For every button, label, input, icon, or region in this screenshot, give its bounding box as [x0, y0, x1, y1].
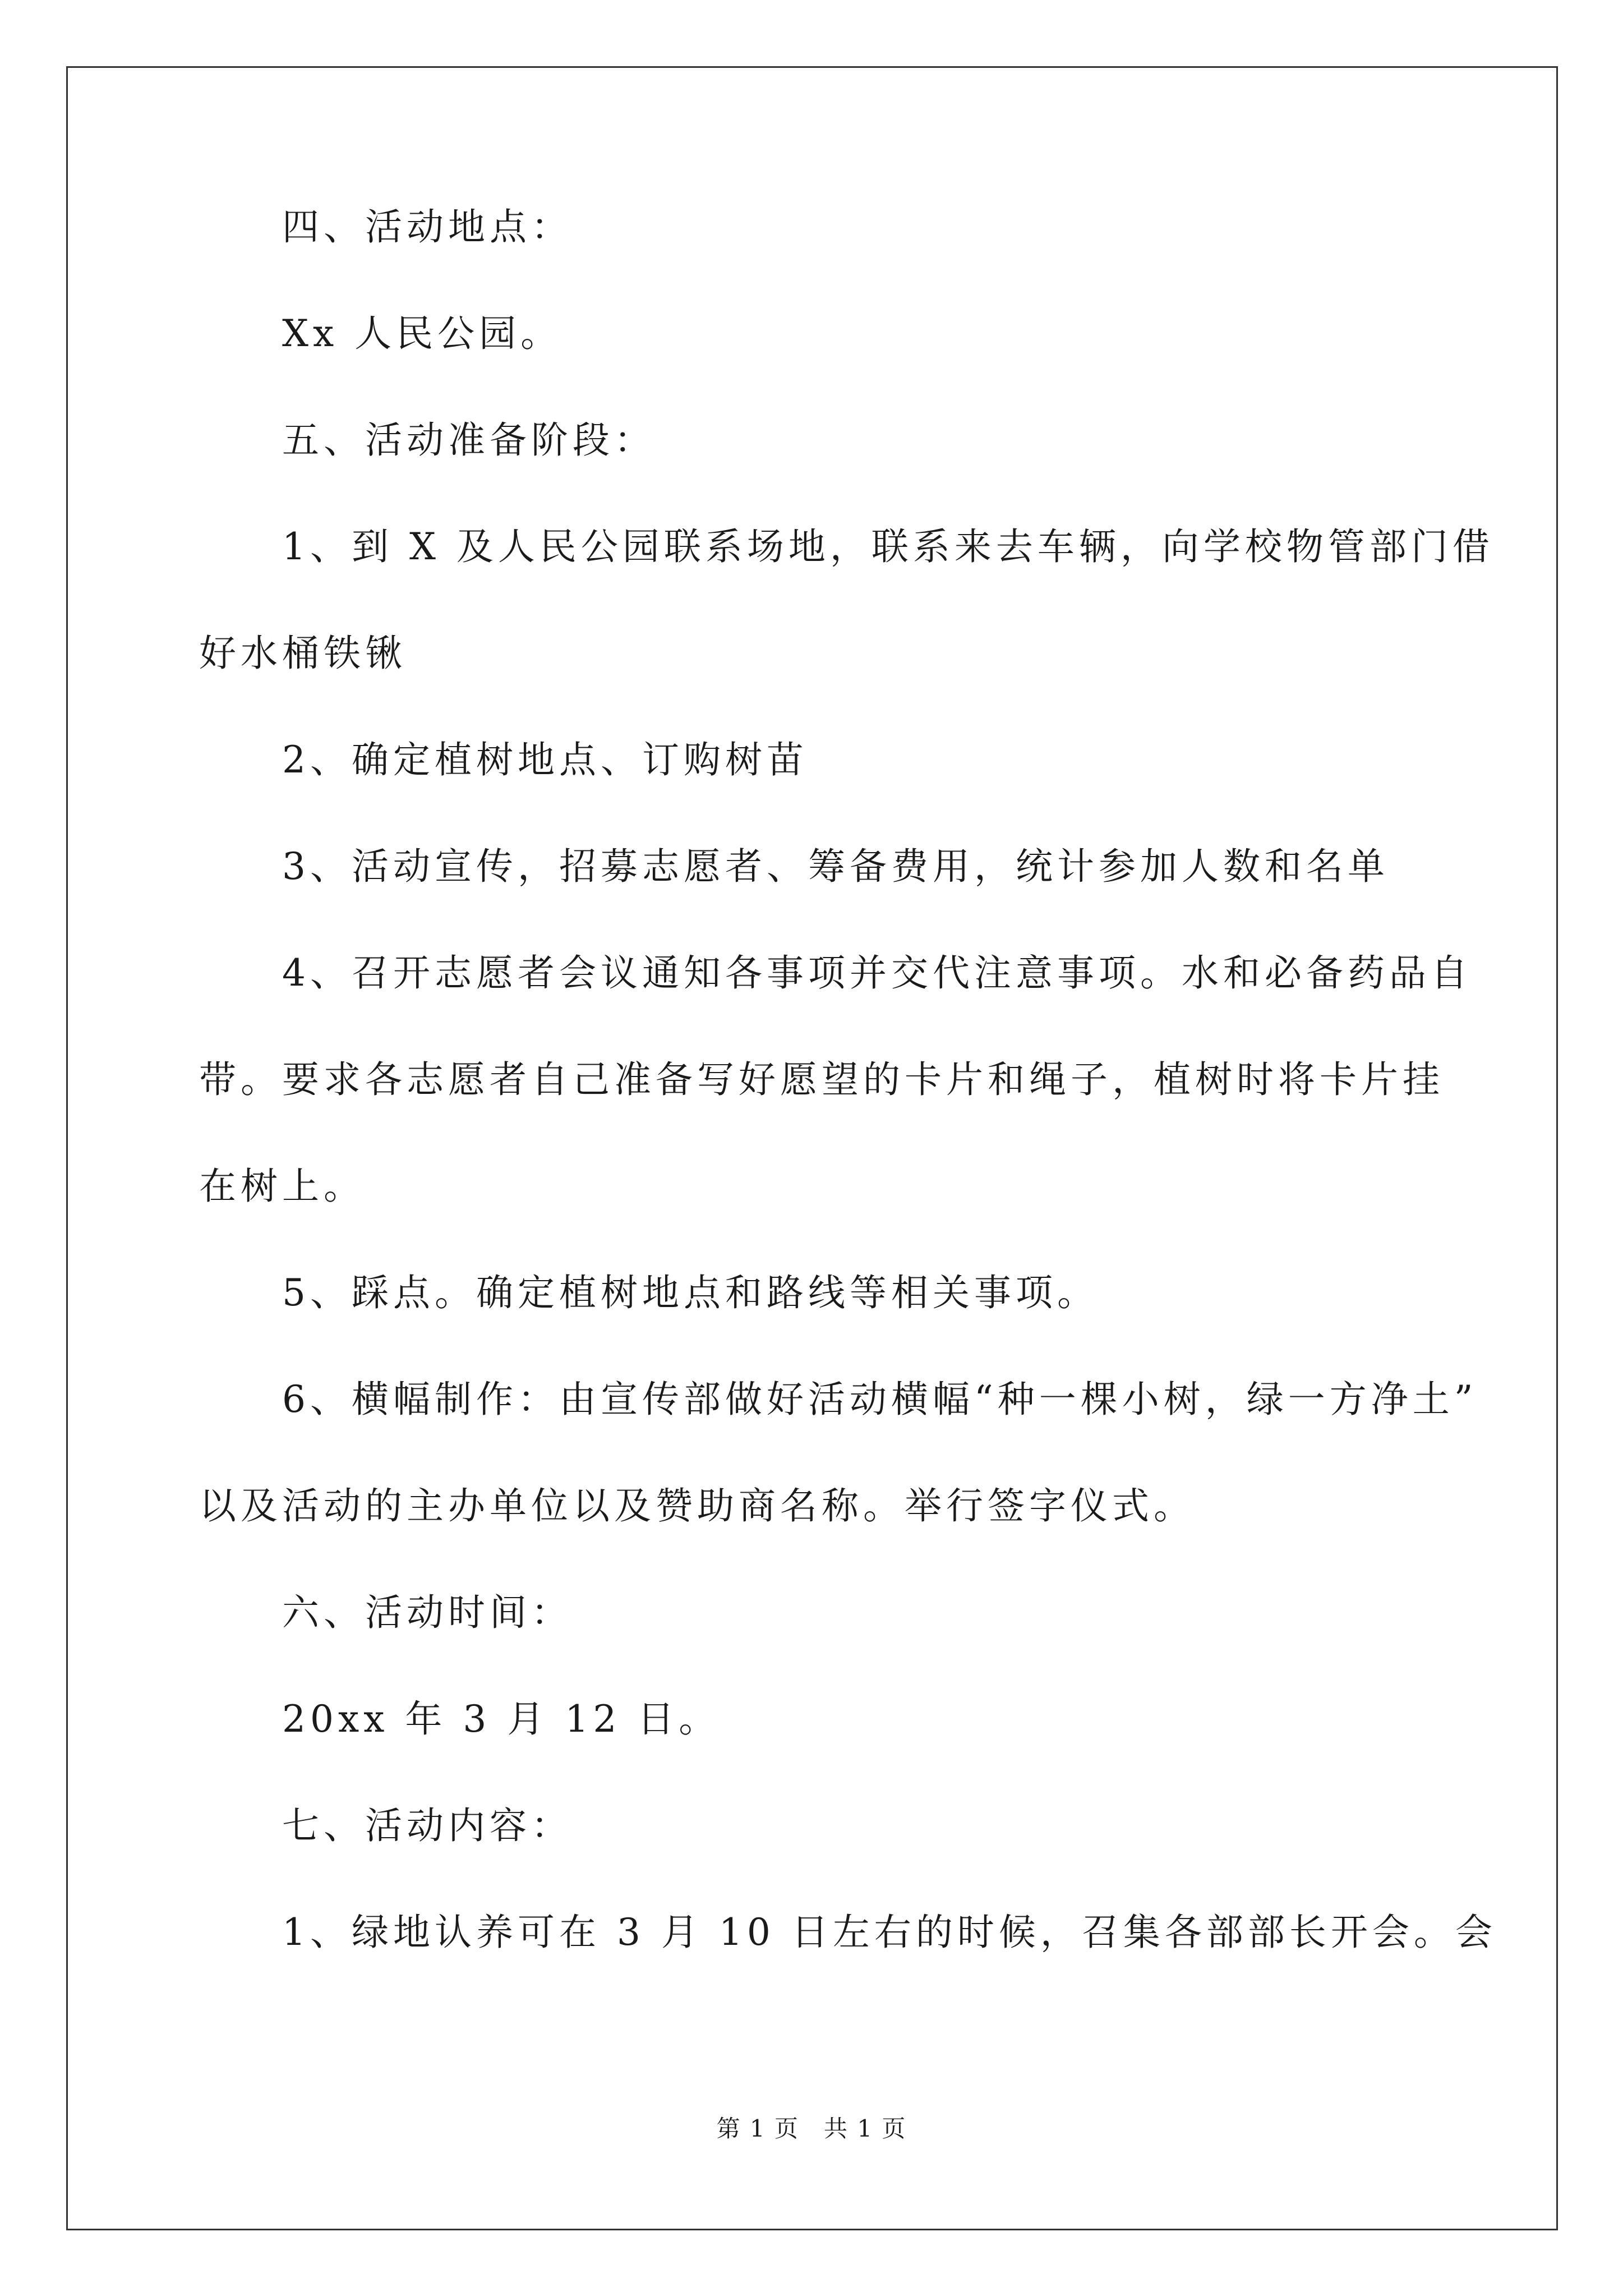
page-footer: 第 1 页 共 1 页 [716, 2115, 907, 2142]
paragraph-line: 以及活动的主办单位以及赞助商名称。举行签字仪式。 [199, 1484, 1195, 1527]
list-item: 1、绿地认养可在 3 月 10 日左右的时候，召集各部部长开会。会 [282, 1911, 1497, 1954]
heading-preparation: 五、活动准备阶段： [282, 418, 656, 462]
paragraph-line: 20xx 年 3 月 12 日。 [282, 1697, 721, 1741]
heading-time: 六、活动时间： [282, 1591, 573, 1634]
paragraph-line: 在树上。 [199, 1165, 365, 1208]
list-item: 5、踩点。确定植树地点和路线等相关事项。 [282, 1271, 1099, 1314]
list-item: 4、召开志愿者会议通知各事项并交代注意事项。水和必备药品自 [282, 951, 1472, 995]
list-item: 1、到 X 及人民公园联系场地，联系来去车辆，向学校物管部门借 [282, 525, 1494, 568]
list-item: 2、确定植树地点、订购树苗 [282, 738, 808, 781]
heading-content: 七、活动内容： [282, 1804, 573, 1847]
list-item: 3、活动宣传，招募志愿者、筹备费用，统计参加人数和名单 [282, 845, 1389, 888]
paragraph-line: 好水桶铁锹 [199, 632, 407, 675]
paragraph-line: Xx 人民公园。 [282, 312, 562, 355]
paragraph-line: 带。要求各志愿者自己准备写好愿望的卡片和绳子，植树时将卡片挂 [199, 1058, 1444, 1101]
list-item: 6、横幅制作：由宣传部做好活动横幅“种一棵小树，绿一方净土” [282, 1378, 1478, 1421]
page-border [66, 66, 1558, 2230]
heading-location: 四、活动地点： [282, 205, 573, 249]
